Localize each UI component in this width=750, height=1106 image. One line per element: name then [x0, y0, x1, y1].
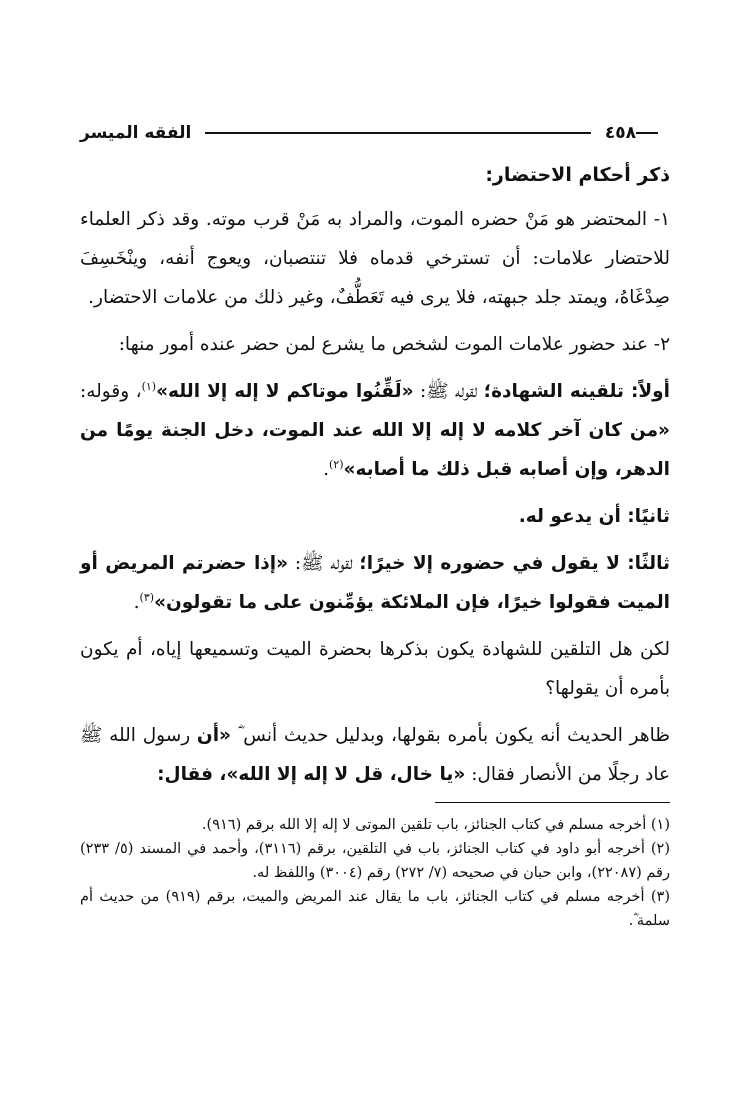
- hadith-quote-4: «أن: [196, 725, 231, 746]
- paragraph-7-text-2: رسول الله ﷺ عاد رجلًا من الأنصار فقال:: [80, 725, 670, 785]
- point-first-heading: أولاً: تلقينه الشهادة؛: [483, 381, 671, 402]
- paragraph-3: [80, 372, 670, 489]
- paragraph-1: ١- المحتضر هو مَنْ حضره الموت، والمراد به مَنْ قرب موته. وقد ذكر العلماء للاحتضار علامات: أن تسترخي قدماه فلا تنتصبان، ويعوج أنفه، وينْخَسِفَ صِدْغَاهُ، ويمتد جلد جبهته، فلا يرى فيه تَعَطُّفٌ، وغير ذلك من علامات الاحتضار.: [80, 209, 670, 308]
- paragraph-5-text-1: لقوله ﷺ:: [288, 553, 360, 574]
- paragraph-5: [80, 544, 670, 622]
- point-second-heading: ثانيًا: أن يدعو له.: [518, 506, 670, 527]
- footnote-3: (٣) أخرجه مسلم في كتاب الجنائز، باب ما يقال عند المريض والميت، برقم (٩١٩) من حديث أم سلمة ؓ.: [80, 889, 670, 929]
- footnote-ref-3[interactable]: (٣): [139, 590, 155, 604]
- header-short-rule: [636, 132, 658, 134]
- paragraph-7-text-1: ظاهر الحديث أنه يكون بأمره بقولها، وبدليل حديث أنس ؓ: [231, 725, 670, 746]
- paragraph-3-text-2: ، وقوله:: [80, 381, 142, 402]
- book-page: [80, 118, 670, 933]
- footnote-2: (٢) أخرجه أبو داود في كتاب الجنائز، باب في التلقين، برقم (٣١١٦)، وأحمد في المسند (٥/ ٢٣٣) رقم (٢٢٠٨٧)، وابن حبان في صحيحه (٧/ ٢٧٢) رقم (٣٠٠٤) واللفظ له.: [80, 841, 671, 881]
- running-title: الفقه الميسر: [80, 123, 192, 143]
- hadith-quote-2: «من كان آخر كلامه لا إله إلا الله عند الموت، دخل الجنة يومًا من الدهر، وإن أصابه قبل ذلك ما أصابه»: [80, 420, 670, 480]
- paragraph-3-text-1: لقوله ﷺ:: [413, 381, 484, 402]
- paragraph-5-text-2: .: [133, 592, 140, 613]
- page-number: ٤٥٨: [604, 123, 636, 143]
- paragraph-2: ٢- عند حضور علامات الموت لشخص ما يشرع لمن حضر عنده أمور منها:: [118, 334, 670, 355]
- footnote-separator: [435, 802, 670, 803]
- paragraph-6: لكن هل التلقين للشهادة يكون بذكرها بحضرة الميت وتسميعها إياه، أم يكون بأمره أن يقولها؟: [80, 639, 670, 699]
- hadith-quote-1: «لَقِّنُوا موتاكم لا إله إلا الله»: [156, 381, 414, 402]
- paragraph-3-text-3: .: [323, 459, 329, 480]
- paragraph-7: [80, 716, 670, 794]
- page-header: [80, 118, 670, 148]
- footnote-ref-2[interactable]: (٢): [329, 457, 344, 471]
- point-third-heading: ثالثًا: لا يقول في حضوره إلا خيرًا؛: [359, 553, 670, 574]
- hadith-quote-3: «إذا حضرتم المريض أو الميت فقولوا خيرًا، فإن الملائكة يؤمِّنون على ما تقولون»: [80, 553, 670, 613]
- header-rule: [205, 132, 591, 134]
- footnote-1: (١) أخرجه مسلم في كتاب الجنائز، باب تلقين الموتى لا إله إلا الله برقم (٩١٦).: [201, 817, 670, 833]
- section-title: ذكر أحكام الاحتضار:: [485, 164, 670, 186]
- footnote-ref-1[interactable]: (١): [141, 379, 157, 393]
- hadith-quote-5: «يا خال، قل لا إله إلا الله»، فقال:: [157, 764, 466, 785]
- paragraph-4: [80, 497, 670, 536]
